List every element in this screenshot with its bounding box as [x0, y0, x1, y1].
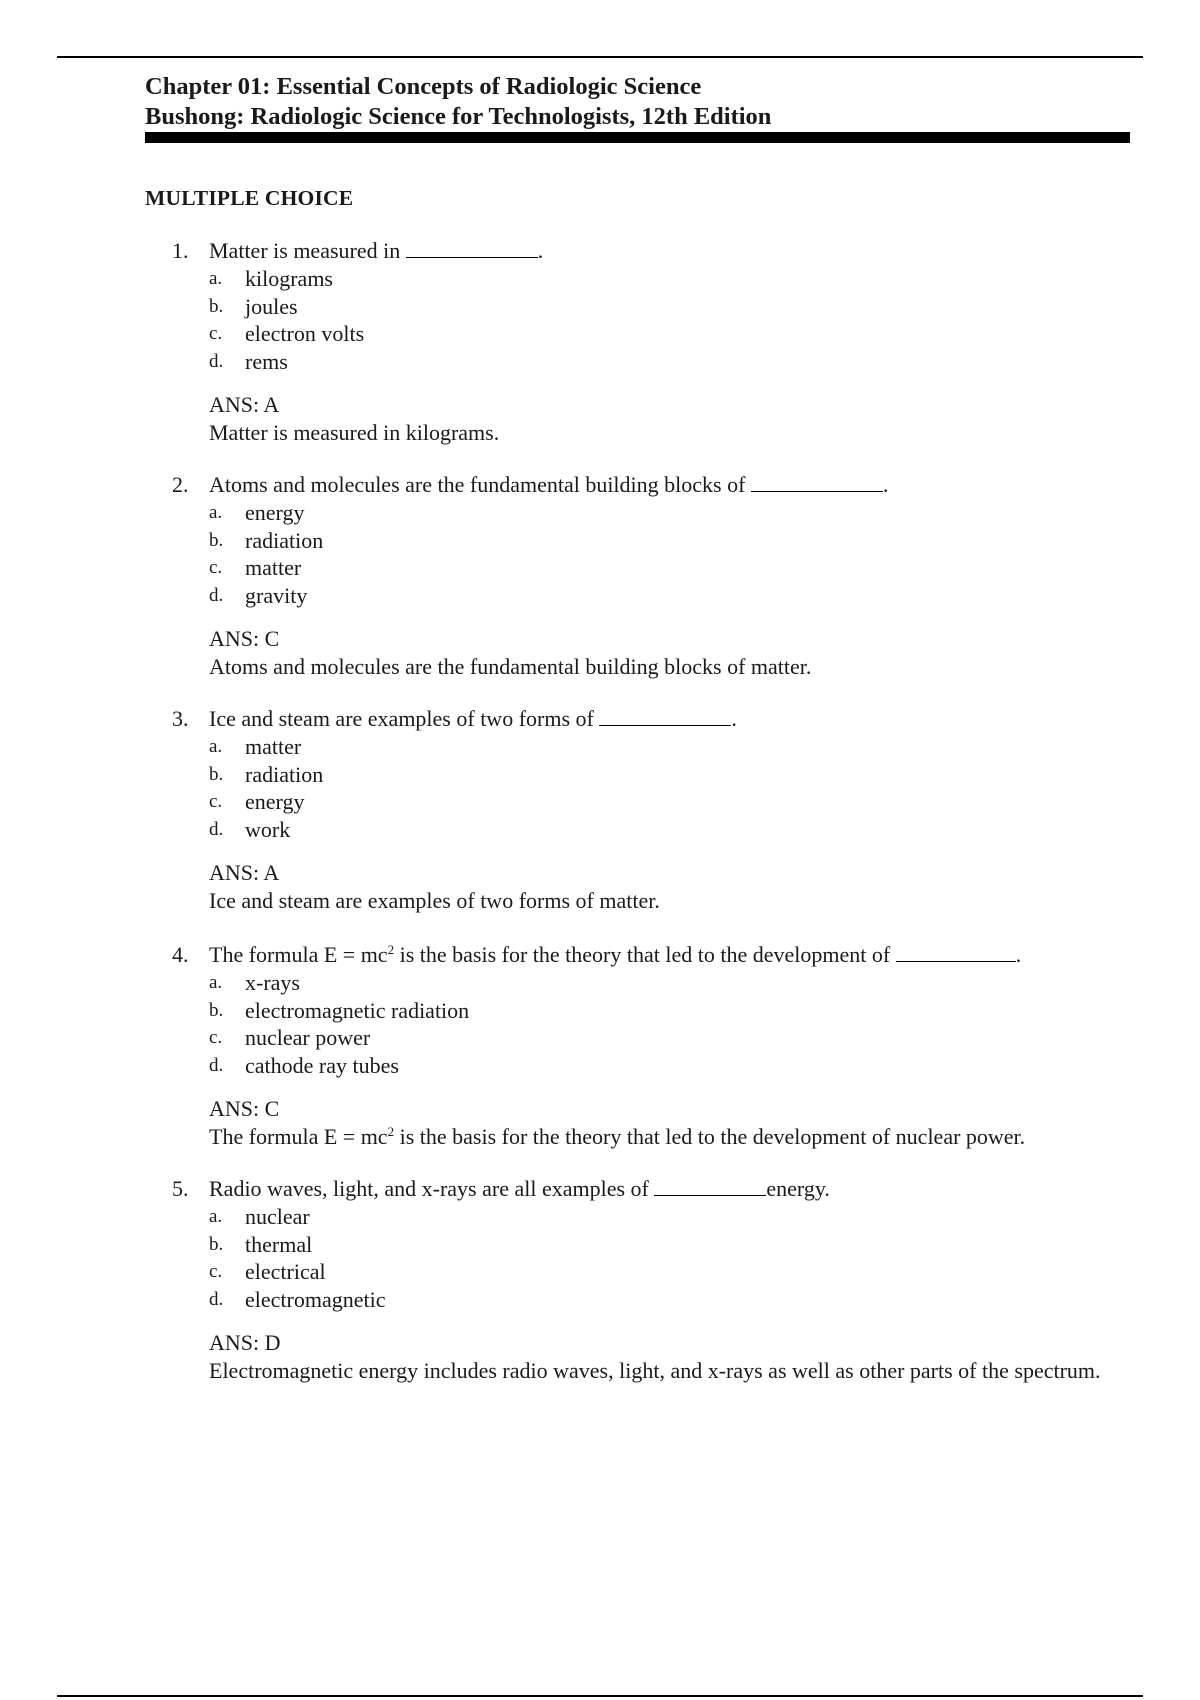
option-letter: d.	[209, 818, 224, 840]
question-number: 3.	[172, 706, 189, 731]
question-stem	[172, 1175, 1132, 1203]
option-letter: a.	[209, 736, 223, 757]
book-title: Bushong: Radiologic Science for Technologists, 12th Edition	[145, 103, 772, 130]
option-letter: d.	[209, 1288, 224, 1310]
question-stem	[172, 237, 1132, 265]
stem-end: .	[882, 472, 889, 497]
option-d	[209, 348, 1132, 376]
option-letter: a.	[209, 268, 223, 289]
answer-blank	[654, 1175, 766, 1196]
bottom-rule	[57, 1695, 1143, 1697]
option-letter: d.	[209, 350, 224, 372]
option-c	[209, 320, 1132, 348]
question-stem	[172, 705, 1132, 733]
option-letter: a.	[209, 502, 223, 523]
option-letter: c.	[209, 791, 223, 812]
question-stem	[172, 941, 1132, 969]
section-title: MULTIPLE CHOICE	[145, 186, 354, 210]
option-b	[209, 527, 1132, 555]
option-letter: c.	[209, 557, 223, 578]
option-a	[209, 969, 1132, 997]
answer-key: ANS: C	[209, 1096, 280, 1121]
answer-block	[209, 391, 1132, 446]
answer-key: ANS: D	[209, 1330, 281, 1355]
option-d	[209, 816, 1132, 844]
answer-explanation: Atoms and molecules are the fundamental building blocks of matter.	[209, 654, 812, 679]
answer-key: ANS: C	[209, 626, 280, 651]
stem-text: Radio waves, light, and x-rays are all examples of	[209, 1176, 649, 1201]
stem-end: .	[1015, 942, 1022, 967]
option-letter: b.	[209, 295, 224, 317]
option-text: gravity	[245, 582, 308, 608]
option-b	[209, 293, 1132, 321]
option-text: energy	[245, 789, 305, 814]
answer-blank	[751, 471, 883, 492]
option-letter: b.	[209, 1233, 224, 1255]
option-b	[209, 997, 1132, 1025]
option-text: electron volts	[245, 321, 365, 346]
option-text: radiation	[245, 527, 324, 553]
option-letter: c.	[209, 1027, 223, 1048]
option-letter: b.	[209, 529, 224, 551]
option-d	[209, 1286, 1132, 1314]
option-a	[209, 499, 1132, 527]
stem-end: .	[537, 238, 544, 263]
top-rule	[57, 56, 1143, 58]
option-a	[209, 265, 1132, 293]
header-rule	[145, 132, 1130, 143]
option-text: nuclear power	[245, 1025, 371, 1050]
question-number: 1.	[172, 238, 189, 263]
option-text: work	[245, 816, 291, 842]
option-text: energy	[245, 500, 305, 525]
answer-block	[209, 859, 1132, 914]
option-c	[209, 788, 1132, 816]
option-text: nuclear	[245, 1204, 310, 1229]
option-text: x-rays	[245, 970, 300, 995]
option-letter: d.	[209, 1054, 224, 1076]
answer-explanation: Ice and steam are examples of two forms of matter.	[209, 888, 660, 913]
answer-key: ANS: A	[209, 860, 280, 885]
option-letter: c.	[209, 1261, 223, 1282]
option-text: electromagnetic	[245, 1286, 386, 1312]
option-c	[209, 1024, 1132, 1052]
option-list	[209, 733, 1132, 843]
option-text: thermal	[245, 1231, 313, 1257]
explanation-text: The formula E = mc	[209, 1124, 388, 1149]
superscript: 2	[387, 942, 395, 957]
explanation-text-continued: is the basis for the theory that led to the development of nuclear power.	[394, 1124, 1026, 1149]
option-letter: b.	[209, 999, 224, 1021]
question-4	[172, 941, 1132, 1150]
stem-end: .	[731, 706, 737, 731]
answer-blank	[599, 705, 731, 726]
option-text: matter	[245, 555, 302, 580]
answer-key: ANS: A	[209, 392, 280, 417]
option-text: joules	[245, 293, 298, 319]
answer-block	[209, 1329, 1132, 1384]
stem-text: Atoms and molecules are the fundamental building blocks of	[209, 472, 746, 497]
option-a	[209, 1203, 1132, 1231]
answer-explanation	[209, 1123, 1109, 1150]
option-list	[209, 969, 1132, 1079]
option-c	[209, 1258, 1132, 1286]
question-number: 2.	[172, 472, 189, 497]
answer-explanation: Matter is measured in kilograms.	[209, 420, 500, 445]
option-letter: a.	[209, 972, 223, 993]
question-5	[172, 1175, 1132, 1384]
option-text: electrical	[245, 1259, 326, 1284]
answer-blank	[896, 941, 1016, 962]
answer-explanation: Electromagnetic energy includes radio waves, light, and x-rays as well as other parts of the spectrum.	[209, 1358, 1101, 1383]
option-b	[209, 761, 1132, 789]
question-number: 5.	[172, 1176, 189, 1201]
option-list	[209, 265, 1132, 375]
option-text: matter	[245, 734, 302, 759]
option-list	[209, 499, 1132, 609]
option-text: rems	[245, 348, 288, 374]
option-letter: a.	[209, 1206, 223, 1227]
question-3	[172, 705, 1132, 914]
answer-block	[209, 625, 1132, 680]
option-letter: d.	[209, 584, 224, 606]
option-c	[209, 554, 1132, 582]
document-header	[145, 72, 1130, 132]
option-b	[209, 1231, 1132, 1259]
option-text: kilograms	[245, 266, 333, 291]
stem-text-continued: is the basis for the theory that led to the development of	[394, 942, 891, 967]
question-2	[172, 471, 1132, 680]
stem-end: energy.	[766, 1176, 830, 1201]
answer-blank	[406, 237, 538, 258]
option-d	[209, 1052, 1132, 1080]
option-d	[209, 582, 1132, 610]
chapter-title: Chapter 01: Essential Concepts of Radiologic Science	[145, 73, 702, 100]
option-letter: c.	[209, 323, 223, 344]
option-text: cathode ray tubes	[245, 1052, 399, 1078]
option-letter: b.	[209, 763, 224, 785]
option-text: electromagnetic radiation	[245, 997, 470, 1023]
question-stem	[172, 471, 1132, 499]
stem-text: The formula E = mc	[209, 942, 388, 967]
superscript: 2	[387, 1124, 395, 1139]
stem-text: Matter is measured in	[209, 238, 401, 263]
question-number: 4.	[172, 942, 189, 967]
option-text: radiation	[245, 761, 324, 787]
option-list	[209, 1203, 1132, 1313]
option-a	[209, 733, 1132, 761]
answer-block	[209, 1095, 1132, 1150]
stem-text: Ice and steam are examples of two forms of	[209, 706, 594, 731]
question-1	[172, 237, 1132, 446]
